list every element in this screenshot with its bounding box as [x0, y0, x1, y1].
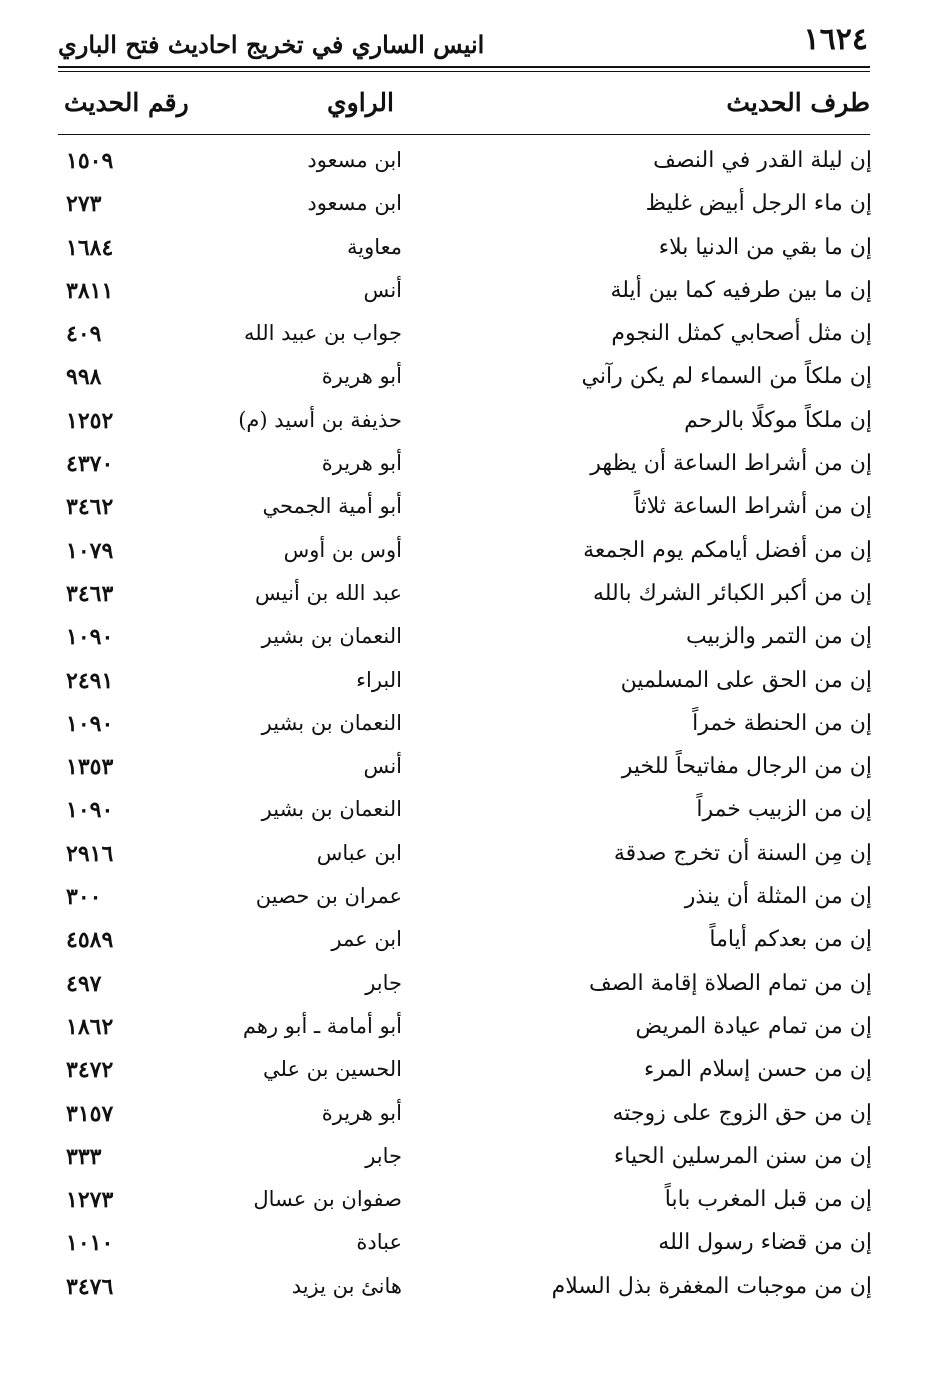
table-row: [0, 1268, 942, 1311]
narrator-name: أوس بن أوس: [283, 537, 402, 562]
narrator-name: عبد الله بن أنيس: [255, 580, 402, 605]
hadith-text: إن ماء الرجل أبيض غليظ: [645, 191, 872, 217]
hadith-number: ٣٤٦٣: [66, 580, 114, 607]
hadith-text: إن ما بقي من الدنيا بلاء: [658, 234, 872, 260]
hadith-number: ١٦٨٤: [66, 234, 114, 261]
table-row: [0, 1095, 942, 1138]
table-row: [0, 835, 942, 878]
hadith-number: ٣٣٣: [66, 1143, 102, 1170]
hadith-number: ٤٠٩: [66, 321, 102, 348]
narrator-name: أبو هريرة: [321, 364, 402, 389]
hadith-number: ٤٥٨٩: [66, 927, 114, 954]
hadith-text: إن من التمر والزبيب: [685, 624, 872, 650]
table-row: [0, 1138, 942, 1181]
hadith-number: ٣٤٧٦: [66, 1273, 114, 1300]
table-row: [0, 921, 942, 964]
table-row: [0, 1008, 942, 1051]
table-row: [0, 358, 942, 401]
hadith-number: ١٠٩٠: [66, 797, 114, 824]
table-row: [0, 705, 942, 748]
hadith-text: إن من سنن المرسلين الحياء: [613, 1143, 872, 1169]
hadith-text: إن من بعدكم أياماً: [709, 927, 872, 953]
hadith-text: إن من موجبات المغفرة بذل السلام: [551, 1273, 872, 1299]
table-row: [0, 1181, 942, 1224]
hadith-number: ١٨٦٢: [66, 1013, 114, 1040]
table-row: [0, 185, 942, 228]
hadith-text: إن من الحنطة خمراً: [692, 710, 872, 736]
hadith-text: إن من قضاء رسول الله: [658, 1230, 872, 1256]
hadith-text: إن ملكاً من السماء لم يكن رآني: [581, 364, 872, 390]
table-row: [0, 1224, 942, 1267]
narrator-name: ابن مسعود: [307, 148, 402, 172]
hadith-number: ٤٩٧: [66, 970, 102, 997]
narrator-name: هانئ بن يزيد: [291, 1273, 402, 1298]
hadith-text: إن ليلة القدر في النصف: [653, 148, 872, 173]
table-row: [0, 1051, 942, 1094]
hadith-text: إن من أشراط الساعة أن يظهر: [590, 451, 872, 477]
narrator-name: جواب بن عبيد الله: [244, 321, 402, 346]
narrator-name: النعمان بن بشير: [261, 624, 402, 649]
table-row: [0, 142, 942, 185]
column-header-narrator: الراوي: [327, 88, 394, 117]
hadith-number: ١٥٠٩: [66, 148, 114, 174]
narrator-name: معاوية: [346, 234, 402, 259]
hadith-index-table: [0, 142, 942, 1311]
narrator-name: أنس: [363, 754, 402, 779]
narrator-name: صفوان بن عسال: [253, 1187, 402, 1212]
hadith-text: إن من الرجال مفاتيحاً للخير: [621, 754, 872, 780]
hadith-text: إن من تمام عيادة المريض: [635, 1013, 872, 1039]
narrator-name: جابر: [365, 970, 402, 995]
hadith-text: إن من المثلة أن ينذر: [684, 884, 872, 910]
narrator-name: أبو هريرة: [321, 1100, 402, 1125]
hadith-number: ١٠٩٠: [66, 710, 114, 737]
hadith-number: ٣٨١١: [66, 277, 114, 304]
hadith-number: ٢٩١٦: [66, 840, 114, 867]
hadith-number: ٣٤٦٢: [66, 494, 114, 521]
hadith-text: إن من أكبر الكبائر الشرك بالله: [592, 580, 872, 606]
hadith-text: إن ما بين طرفيه كما بين أيلة: [610, 277, 872, 303]
column-header-number: رقم الحديث: [64, 88, 189, 117]
narrator-name: أبو أمامة ـ أبو رهم: [242, 1013, 402, 1038]
narrator-name: ابن عمر: [331, 927, 402, 952]
table-row: [0, 229, 942, 272]
hadith-number: ١٠١٠: [66, 1230, 114, 1257]
hadith-text: إن من تمام الصلاة إقامة الصف: [588, 970, 872, 996]
page-number: ١٦٢٤: [803, 22, 868, 57]
narrator-name: عمران بن حصين: [255, 884, 402, 909]
narrator-name: ابن مسعود: [307, 191, 402, 216]
table-row: [0, 315, 942, 358]
table-row: [0, 488, 942, 531]
hadith-number: ١٠٩٠: [66, 624, 114, 651]
hadith-number: ٣٤٧٢: [66, 1057, 114, 1084]
narrator-name: أنس: [363, 277, 402, 302]
table-row: [0, 575, 942, 618]
hadith-number: ٣١٥٧: [66, 1100, 114, 1127]
hadith-number: ١٢٥٢: [66, 407, 114, 434]
hadith-number: ٩٩٨: [66, 364, 102, 391]
table-row: [0, 791, 942, 834]
hadith-text: إن من الزبيب خمراً: [696, 797, 872, 823]
hadith-text: إن من حق الزوج على زوجته: [612, 1100, 872, 1126]
hadith-number: ١٠٧٩: [66, 537, 114, 564]
table-row: [0, 965, 942, 1008]
hadith-text: إن من حسن إسلام المرء: [643, 1057, 872, 1083]
column-header-rule: [58, 134, 870, 135]
hadith-number: ٢٤٩١: [66, 667, 114, 694]
hadith-text: إن من أشراط الساعة ثلاثاً: [633, 494, 872, 520]
hadith-text: إن مِن السنة أن تخرج صدقة: [613, 840, 872, 866]
header-rule: [58, 66, 870, 68]
narrator-name: أبو أمية الجمحي: [262, 494, 402, 519]
narrator-name: النعمان بن بشير: [261, 710, 402, 735]
hadith-number: ١٢٧٣: [66, 1187, 114, 1214]
table-row: [0, 748, 942, 791]
narrator-name: عبادة: [356, 1230, 402, 1255]
hadith-text: إن من الحق على المسلمين: [620, 667, 872, 693]
narrator-name: أبو هريرة: [321, 451, 402, 476]
hadith-number: ٢٧٣: [66, 191, 102, 218]
hadith-text: إن مثل أصحابي كمثل النجوم: [611, 321, 872, 347]
narrator-name: ابن عباس: [316, 840, 402, 865]
table-row: [0, 532, 942, 575]
narrator-name: جابر: [365, 1143, 402, 1168]
hadith-text: إن ملكاً موكلًا بالرحم: [684, 407, 872, 433]
hadith-number: ٣٠٠: [66, 884, 102, 911]
table-row: [0, 618, 942, 661]
hadith-number: ١٣٥٣: [66, 754, 114, 781]
column-header-hadith: طرف الحديث: [726, 88, 870, 117]
narrator-name: النعمان بن بشير: [261, 797, 402, 822]
header-rule-thin: [58, 71, 870, 72]
hadith-text: إن من أفضل أيامكم يوم الجمعة: [583, 537, 872, 563]
table-row: [0, 402, 942, 445]
table-row: [0, 662, 942, 705]
narrator-name: البراء: [356, 667, 402, 692]
table-row: [0, 878, 942, 921]
narrator-name: حذيفة بن أسيد (م): [238, 407, 402, 432]
narrator-name: الحسين بن علي: [262, 1057, 402, 1082]
table-row: [0, 445, 942, 488]
hadith-number: ٤٣٧٠: [66, 451, 114, 478]
table-row: [0, 272, 942, 315]
hadith-text: إن من قبل المغرب باباً: [664, 1187, 872, 1213]
book-title: انيس الساري في تخريج احاديث فتح الباري: [58, 30, 485, 59]
